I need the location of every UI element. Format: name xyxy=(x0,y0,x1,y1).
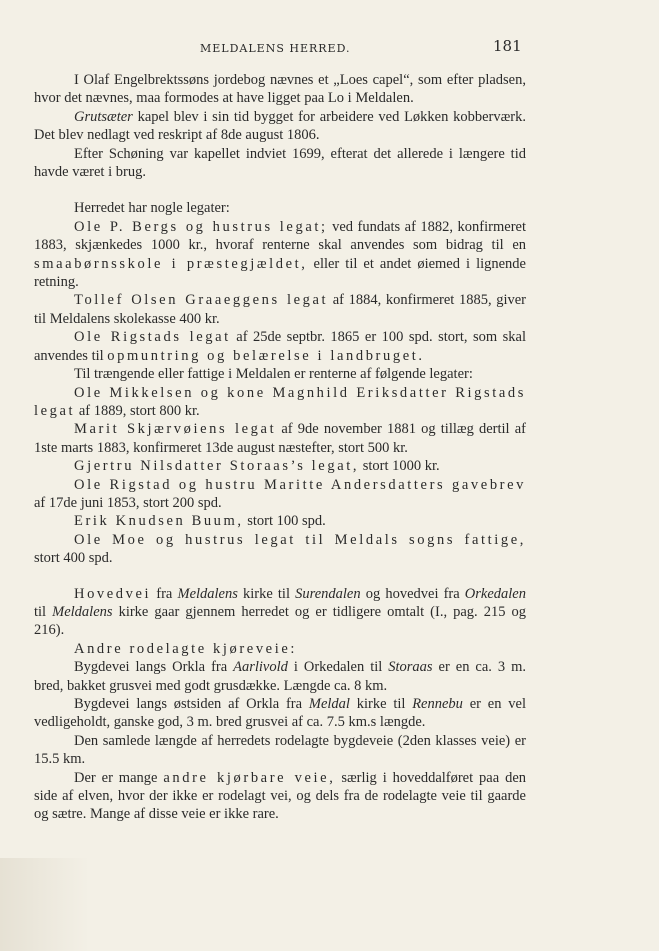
legacy-purpose: smaabørnsskole i præstegjældet, xyxy=(34,255,308,272)
paragraph-poor-intro: Til trængende eller fattige i Meldalen er renterne af følgende legater: xyxy=(74,366,473,383)
paragraph-tollef-legat xyxy=(34,291,526,328)
paragraph-text: fra xyxy=(151,585,178,602)
place-name: Orkedalen xyxy=(464,585,526,602)
paragraph-samlede-laengde: Den samlede længde af herredets rodelagte bygdeveie (2den klasses veie) er 15.5 km. xyxy=(34,732,526,768)
paragraph-gjertru-legat xyxy=(34,457,526,475)
paragraph-text: Bygdevei langs Orkla fra xyxy=(74,659,234,676)
legacy-name: Ole Rigstad og hustru Maritte Andersdatters gavebrev xyxy=(74,476,526,493)
legacy-name: Ole Moe og hustrus legat til Meldals sogns fattige, xyxy=(74,531,526,548)
paragraph-andre-veie xyxy=(34,640,526,658)
paragraph-text: kapel blev i sin tid bygget for arbeidere ved Løkken kobberværk. Det blev nedlagt ved reskript af 8de august 1806. xyxy=(34,108,526,144)
paragraph-ostside-vei xyxy=(34,695,526,732)
paragraph-text: af 17de juni 1853, stort 200 spd. xyxy=(34,494,222,511)
paragraph-buum-legat xyxy=(34,512,526,530)
paragraph-hovedvei xyxy=(34,585,526,640)
paragraph-rigstad-legat xyxy=(34,328,526,365)
legacy-name: Marit Skjærvøiens legat xyxy=(74,421,277,438)
paragraph-marit-legat xyxy=(34,420,526,457)
legacy-name: Tollef Olsen Graaeggens legat xyxy=(74,292,329,309)
paragraph-text: er en vel vedligeholdt, ganske god, 3 m. bred grusvei af ca. 7.5 km.s længde. xyxy=(34,696,526,731)
paragraph-loes-capel: I Olaf Engelbrektssøns jordebog nævnes et „Loes capel“, som efter pladsen, hvor det nævnes, maa formodes at have ligget paa Lo i Meldalen. xyxy=(34,72,526,107)
paragraph-text: og hovedvei fra xyxy=(360,585,465,602)
place-name: Meldalens xyxy=(52,603,113,620)
paragraph-text: ved fundats af 1882, konfirmeret 1883, skjænkedes 1000 kr., hvoraf renterne skal anvendes som bidrag til en xyxy=(34,218,526,254)
paragraph-schoning: Efter Schøning var kapellet indviet 1699, efterat det allerede i længere tid havde været i brug. xyxy=(34,145,526,181)
page-binding-shadow xyxy=(0,858,90,951)
paragraph-text: af 9de november 1881 og tillæg dertil af 1ste marts 1883, konfirmeret 13de august næstefter, stort 500 kr. xyxy=(34,421,526,456)
place-name: Surendalen xyxy=(295,585,361,602)
paragraph-text: kirke til xyxy=(349,696,413,712)
paragraph-text: kirke gaar gjennem herredet og er tidligere omtalt (I., pag. 215 og 216). xyxy=(34,603,526,639)
legacy-name: Erik Knudsen Buum, xyxy=(74,513,244,530)
paragraph-text: kirke til xyxy=(237,585,296,602)
legacy-name: Ole Mikkelsen og kone Magnhild Eriksdatter Rigstads legat xyxy=(34,384,526,419)
road-label: Hovedvei xyxy=(74,585,152,602)
legacy-name: Ole P. Bergs og hustrus legat; xyxy=(74,218,328,235)
body-text xyxy=(34,71,526,824)
paragraph-orkla-vei xyxy=(34,658,526,695)
legacy-purpose: opmuntring og belærelse i landbruget. xyxy=(107,347,425,364)
paragraph-kjorbare-veie xyxy=(34,769,526,824)
place-name: Rennebu xyxy=(412,696,463,712)
paragraph-text: af 1884, konfirmeret 1885, giver til Meldalens skolekasse 400 kr. xyxy=(34,292,526,327)
paragraph-text: Bygdevei langs østsiden af Orkla fra xyxy=(74,696,309,712)
paragraph-bergs-legat xyxy=(34,218,526,292)
legacy-name: Gjertru Nilsdatter Storaas’s legat, xyxy=(74,458,360,475)
place-name: Storaas xyxy=(388,659,433,676)
paragraph-text: stort 100 spd. xyxy=(243,513,326,530)
paragraph-text: til xyxy=(34,603,53,620)
paragraph-text: i Orkedalen til xyxy=(287,659,389,676)
place-name: Meldalens xyxy=(177,585,238,602)
paragraph-text: er en ca. 3 m. bred, bakket grusvei med godt grusdække. Længde ca. 8 km. xyxy=(34,659,526,694)
page-number: 181 xyxy=(493,37,522,55)
paragraph-text: af 1889, stort 800 kr. xyxy=(75,402,200,419)
paragraph-text: Der er mange xyxy=(74,769,164,786)
paragraph-mikkelsen-legat xyxy=(34,384,526,421)
legacy-name: Ole Rigstads legat xyxy=(74,329,231,346)
paragraph-grutsaeter xyxy=(34,108,526,145)
paragraph-text: af 25de septbr. 1865 er 100 spd. stort, som skal anvendes til xyxy=(34,329,526,364)
paragraph-text: særlig i hoveddalføret paa den side af elven, hvor der ikke er rodelagt vei, og dels fra de rodelagte veie til gaarde og sætre. Mange af disse veie er ikke rare. xyxy=(34,769,527,823)
paragraph-text: stort 400 spd. xyxy=(34,550,113,567)
place-name: Grutsæter xyxy=(74,108,133,125)
paragraph-maritte-gavebrev xyxy=(34,476,526,513)
paragraph-legater-intro: Herredet har nogle legater: xyxy=(74,200,230,217)
page-header xyxy=(0,34,659,58)
running-title: MELDALENS HERRED. xyxy=(200,42,351,55)
place-name: Meldal xyxy=(308,696,350,712)
paragraph-text: stort 1000 kr. xyxy=(359,458,440,475)
paragraph-text: eller til et andet øiemed i lignende retning. xyxy=(34,255,526,291)
road-label: Andre rodelagte kjøreveie: xyxy=(74,640,298,657)
place-name: Aarlivold xyxy=(233,659,288,676)
road-label: andre kjørbare veie, xyxy=(163,769,336,786)
paragraph-moe-legat xyxy=(34,531,526,568)
